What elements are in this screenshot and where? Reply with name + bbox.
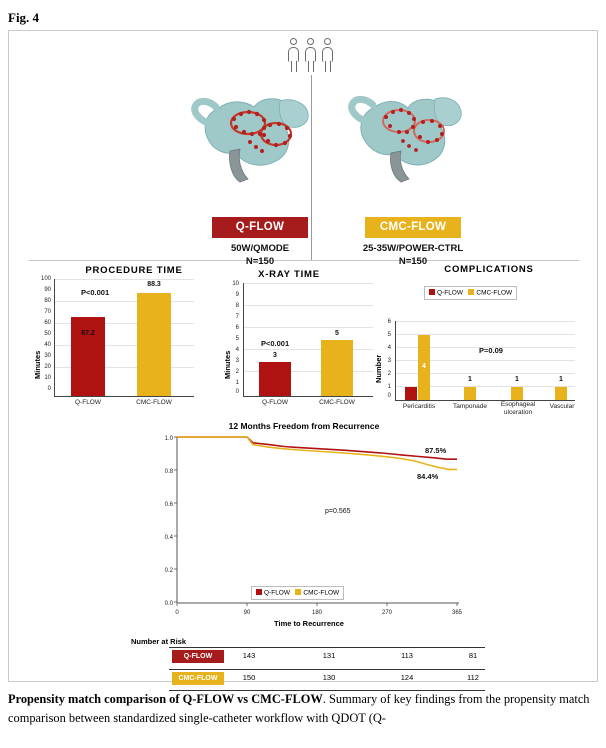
chart3-gridline (396, 321, 575, 322)
svg-text:1.0: 1.0 (164, 436, 173, 442)
chart1-gridline (55, 301, 194, 302)
risk-table-rule-mid (169, 669, 485, 670)
svg-text:84.4%: 84.4% (417, 472, 439, 481)
figure-panel (8, 30, 598, 682)
arm-right-settings: 25-35W/POWER-CTRL (362, 243, 464, 254)
figure-caption-body: . Summary of key findings from the propensity match comparison between standardized single-catheter workflow with QDOT (Q- (8, 692, 590, 725)
svg-text:87.5%: 87.5% (425, 446, 447, 455)
chart2-gridline (244, 305, 373, 306)
chart1-pvalue: P<0.001 (81, 288, 110, 297)
svg-text:0.6: 0.6 (164, 502, 173, 508)
chart2-x-axis (243, 396, 373, 397)
chart2-ytick-5: 5 (235, 336, 239, 342)
chart2-ytick-0: 0 (235, 389, 239, 395)
chart2-ytick-6: 6 (235, 325, 239, 331)
chart1-value-qflow: 67.2 (81, 330, 95, 337)
chart3-value-cmcflow-vascular: 1 (559, 376, 563, 383)
chart3-category-vascular: Vascular (549, 403, 575, 410)
chart1-x-axis (54, 396, 194, 397)
chart2-ytick-3: 3 (235, 358, 239, 364)
chart3-ytick-1: 1 (387, 384, 391, 390)
chart2-gridline (244, 327, 373, 328)
chart3-ytick-3: 3 (387, 358, 391, 364)
svg-text:0.2: 0.2 (164, 568, 173, 574)
chart2-ytick-9: 9 (235, 292, 239, 298)
chart3-legend (424, 286, 517, 300)
arm-left-details (180, 242, 340, 268)
chart2-ytick-8: 8 (235, 303, 239, 309)
arm-left-settings: 50W/QMODE (230, 243, 290, 254)
chart3-pvalue: P=0.09 (479, 346, 503, 355)
figure-caption (8, 690, 600, 728)
heart-3d-model-right (339, 79, 479, 184)
chart2-ytick-4: 4 (235, 347, 239, 353)
chart3-bar-cmcflow-vascular (555, 387, 567, 400)
chart3-value-cmcflow-pericarditis: 4 (422, 363, 426, 370)
legend-label-qflow: Q-FLOW (437, 289, 463, 297)
chart3-ytick-6: 6 (387, 319, 391, 325)
chart2-ytick-10: 10 (232, 281, 239, 287)
chart3-category-esophageal: Esophageal ulceration (500, 401, 536, 416)
chart1-ytick-90: 90 (44, 287, 51, 293)
chart2-pvalue: P<0.001 (261, 339, 290, 348)
svg-text:0: 0 (175, 610, 179, 616)
risk-cmcflow-value-3: 112 (467, 673, 479, 682)
legend-swatch-qflow (429, 289, 435, 295)
chart3-y-axis-label: Number (374, 354, 383, 383)
svg-text:180: 180 (311, 610, 323, 616)
chart1-bar-cmcflow (137, 293, 171, 396)
km-chart-title: 12 Months Freedom from Recurrence (228, 421, 380, 431)
chart-title-procedure-time: PROCEDURE TIME (85, 265, 183, 276)
chart2-bar-qflow (259, 362, 291, 396)
chart1-ytick-100: 100 (40, 276, 51, 282)
risk-cmcflow-value-0: 150 (242, 673, 256, 682)
svg-text:0.4: 0.4 (164, 535, 173, 541)
chart3-bar-cmcflow-esophageal (511, 387, 523, 400)
legend-label-cmcflow: CMC-FLOW (476, 289, 513, 297)
chart1-ytick-0: 0 (47, 386, 51, 392)
chart1-gridline (55, 279, 194, 280)
chart3-category-pericarditis: Pericarditis (402, 403, 436, 410)
chart1-category-qflow: Q-FLOW (75, 399, 101, 406)
risk-cmcflow-value-1: 130 (322, 673, 336, 682)
legend-swatch-cmcflow (468, 289, 474, 295)
km-legend-swatch-cmcflow (295, 589, 301, 595)
chart1-ytick-10: 10 (44, 375, 51, 381)
chart2-category-qflow: Q-FLOW (262, 399, 288, 406)
heart-3d-model-left (184, 79, 324, 184)
arm-tag-cmcflow: CMC-FLOW (365, 217, 461, 238)
chart1-ytick-40: 40 (44, 342, 51, 348)
km-legend-swatch-qflow (256, 589, 262, 595)
chart3-bar-qflow-pericarditis (405, 387, 417, 400)
chart1-ytick-20: 20 (44, 364, 51, 370)
risk-row-label-qflow: Q-FLOW (172, 650, 224, 663)
chart2-value-cmcflow: 5 (335, 330, 339, 337)
chart2-value-qflow: 3 (273, 352, 277, 359)
svg-text:p=0.565: p=0.565 (325, 508, 351, 515)
chart1-ytick-70: 70 (44, 309, 51, 315)
risk-cmcflow-value-2: 124 (400, 673, 414, 682)
chart-title-complications: COMPLICATIONS (444, 264, 534, 275)
chart2-bar-cmcflow (321, 340, 353, 396)
svg-text:365: 365 (451, 610, 463, 616)
chart2-y-axis (243, 283, 244, 396)
chart3-ytick-5: 5 (387, 332, 391, 338)
svg-text:270: 270 (381, 610, 393, 616)
chart2-category-cmcflow: CMC-FLOW (319, 399, 355, 406)
chart3-value-cmcflow-tamponade: 1 (468, 376, 472, 383)
chart2-ytick-2: 2 (235, 369, 239, 375)
chart3-bar-cmcflow-tamponade (464, 387, 476, 400)
risk-qflow-value-3: 81 (468, 651, 478, 660)
svg-text:90: 90 (243, 610, 251, 616)
svg-text:0.8: 0.8 (164, 469, 173, 475)
chart1-ytick-30: 30 (44, 353, 51, 359)
chart3-ytick-0: 0 (387, 393, 391, 399)
chart-title-xray-time: X-RAY TIME (258, 269, 320, 280)
chart3-ytick-2: 2 (387, 371, 391, 377)
svg-text:0.0: 0.0 (164, 601, 173, 607)
arm-tag-qflow: Q-FLOW (212, 217, 308, 238)
chart1-y-axis (54, 279, 55, 396)
chart3-x-axis (395, 400, 575, 401)
chart1-bar-qflow (71, 317, 105, 396)
risk-qflow-value-2: 113 (401, 651, 413, 660)
chart2-y-axis-label: Minutes (223, 350, 232, 379)
km-legend-label-cmcflow: CMC-FLOW (303, 589, 340, 597)
chart2-ytick-7: 7 (235, 314, 239, 320)
chart1-ytick-60: 60 (44, 320, 51, 326)
km-x-axis-label: Time to Recurrence (274, 619, 344, 628)
chart1-ytick-80: 80 (44, 298, 51, 304)
km-legend (251, 586, 344, 600)
chart1-y-axis-label: Minutes (33, 350, 42, 379)
risk-qflow-value-1: 131 (322, 651, 336, 660)
risk-table-rule-top (169, 647, 485, 648)
three-people-icon (288, 35, 336, 75)
km-legend-label-qflow: Q-FLOW (264, 589, 290, 597)
chart3-category-tamponade: Tamponade (453, 403, 487, 410)
chart1-ytick-50: 50 (44, 331, 51, 337)
chart3-ytick-4: 4 (387, 345, 391, 351)
figure-label: Fig. 4 (8, 10, 40, 25)
risk-table-title: Number at Risk (131, 637, 187, 646)
chart2-gridline (244, 349, 373, 350)
figure-caption-title: Propensity match comparison of Q-FLOW vs CMC-FLOW (8, 692, 323, 706)
risk-qflow-value-0: 143 (242, 651, 256, 660)
chart2-gridline (244, 283, 373, 284)
risk-row-label-cmcflow: CMC-FLOW (172, 672, 224, 685)
chart1-category-cmcflow: CMC-FLOW (136, 399, 172, 406)
chart3-value-cmcflow-esophageal: 1 (515, 376, 519, 383)
chart2-ytick-1: 1 (235, 380, 239, 386)
chart1-value-cmcflow: 88.3 (147, 281, 161, 288)
arm-left-n: N=150 (245, 256, 275, 267)
arm-right-n: N=150 (398, 256, 428, 267)
